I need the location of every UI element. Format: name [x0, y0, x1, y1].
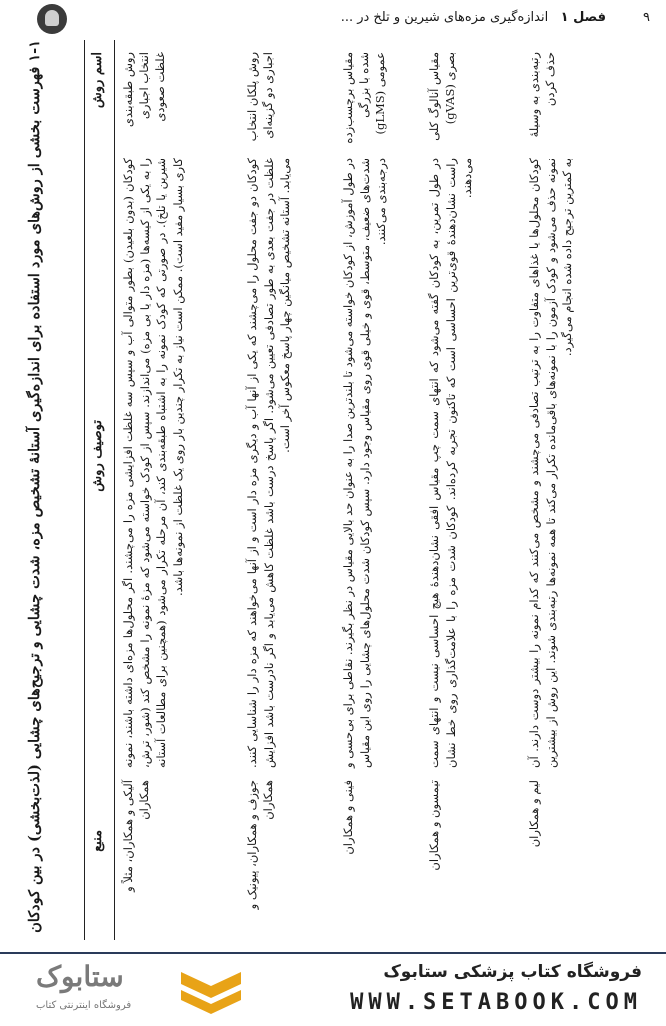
store-url[interactable]: WWW.SETABOOK.COM: [350, 990, 642, 1015]
header-source: منبع: [90, 830, 105, 852]
brand-tagline: فروشگاه اینترنتی کتاب: [36, 1000, 132, 1011]
store-footer-banner: [0, 952, 666, 1026]
table-caption: ۱-۱ فهرست بخشی از روش‌های مورد استفاده برای اندازه‌گیری آستانهٔ تشخیص مزه، شدت چشایی و ترجیح‌های چشایی (لذت‌بخشی) در بین کودکان: [26, 40, 43, 933]
method-name: مقیاس آنالوگ کلی بصری (gVAS): [427, 52, 457, 141]
method-source: آلیکی و همکاران، مثلاً و همکاران: [121, 780, 151, 892]
header-method: اسم روش: [90, 52, 105, 109]
chapter-heading: [341, 10, 606, 25]
store-name: فروشگاه کتاب پزشکی ستابوک: [383, 962, 642, 982]
method-source: لیم و همکاران: [527, 780, 541, 848]
method-source: تیمسون و همکاران: [427, 780, 441, 871]
methods-table: [22, 40, 664, 940]
method-name: رتبه‌بندی به وسیلهٔ حذف کردن: [527, 52, 557, 138]
method-description: در طول تمرین، به کودکان گفته می‌شود که انتهای سمت چپ مقیاس افقی نشان‌دهندهٔ هیچ احساسی نیست و انتهای سمت راست نشان‌دهندهٔ قوی‌ترین احساسی است که تاکنون تجربه کرده‌اند. کودکان شدت مزه را با علامت‌گذاری روی خط نشان می‌دهند.: [427, 158, 474, 768]
method-name: روش پلکان انتخاب اجباری دو گزینه‌ای: [245, 52, 275, 142]
method-description: در طول آموزش، از کودکان خواسته می‌شود تا بلندترین صدا را به عنوان حد بالایی مقیاس در نظر بگیرند. نقاطی برای بی‌حسی و شدت‌های ضعیف، متوسط، قوی و خیلی قوی روی مقیاس وجود دارد. سپس کودکان شدت محلول‌های چشایی را روی این مقیاس درجه‌بندی می‌کنند.: [341, 158, 388, 768]
chapter-label: فصل ۱: [560, 10, 606, 25]
brand-name: ستابوک: [36, 961, 124, 992]
method-source: فینی و همکاران: [341, 780, 355, 855]
header-description: توصیف روش: [90, 420, 105, 492]
method-name: روش طبقه‌بندی انتخاب اجباری غلظت صعودی: [121, 52, 167, 128]
header-top-rule: [84, 40, 85, 940]
method-source: جوزف و همکاران، پیونیک و همکاران: [245, 780, 275, 910]
setabook-chevron-logo-icon: [176, 964, 246, 1014]
method-description: کودکان (بدون بلعیدن) بطور متوالی آب و سپس سه غلظت افزایشی مزه را می‌چشند. اگر محلول‌ها مزه‌ای داشته باشند، نمونه را به یکی از کیسه‌ها (مزه دار یا بی مزه) می‌اندازند. سپس از کودک خواسته می‌شود که مزهٔ نمونه را مشخص کند (شور، ترش، شیرین یا تلخ). در صورتی که کودک نمونه را به اشتباه طبقه‌بندی کند، آن مرحله تکرار می‌شود (همچنین برای مطالعات آستانه کاری بسیار مفید است). ممکن است نیاز به تکرار چندین بار روی یک غلظت از نمونه‌ها باشد.: [121, 158, 185, 768]
chapter-title: اندازه‌گیری مزه‌های شیرین و تلخ در ...: [340, 10, 549, 25]
page-header: [0, 0, 666, 40]
rotated-table-area: [22, 40, 664, 940]
method-description: کودکان دو جفت محلول را می‌چشند که یکی از آنها آب و دیگری مزه دار است و از آنها می‌خواهند که مزه دار را شناسایی کنند. غلظت در جفت بعدی به طور تصادفی تعیین می‌شود. اگر پاسخ درست باشد غلظت کاهش می‌یابد و اگر نادرست باشد افزایش می‌یابد. آستانه تشخیص میانگین چهار پاسخ معکوس آخر است.: [245, 158, 292, 768]
publisher-logo-icon: [37, 4, 67, 34]
page-number: ۹: [643, 10, 650, 25]
header-bottom-rule: [114, 40, 115, 940]
method-description: کودکان محلول‌ها یا غذاهای متفاوت را به ترتیب تصادفی می‌چشند و مشخص می‌کنند که کدام نمونه را بیشتر دوست دارند. آن نمونه حذف می‌شود و کودک آزمون را با نمونه‌های باقی‌مانده تکرار می‌کند تا همه نمونه‌ها رتبه‌بندی شوند. این روش از بیشترین به کمترین ترجیح داده شده انجام می‌گیرد.: [527, 158, 574, 768]
method-name: مقیاس برچسب‌زده شده با بزرگی عمومی (gLMS): [341, 52, 387, 144]
